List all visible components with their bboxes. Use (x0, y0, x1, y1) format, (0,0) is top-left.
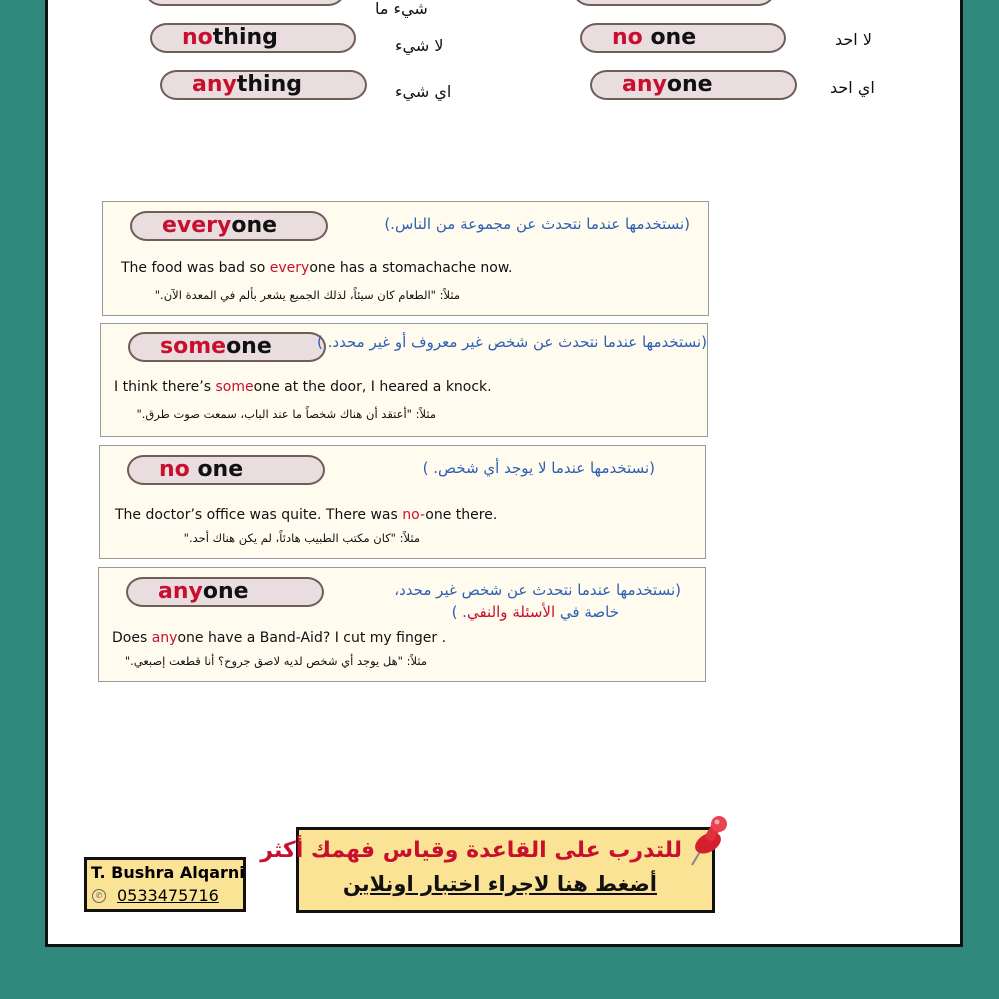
usage-note-line2 (452, 603, 619, 621)
arabic-meaning: اي شيء (395, 82, 452, 101)
arabic-translation: مثلاً: "كان مكتب الطبيب هادئاً، لم يكن هناك أحد." (183, 531, 420, 545)
word-pill (128, 332, 326, 362)
arabic-meaning: لا شيء (395, 36, 444, 55)
pill-prefix: no (182, 25, 213, 50)
usage-note: (نستخدمها عندما نتحدث عن مجموعة من الناس.) (384, 215, 690, 233)
arabic-translation: مثلاً: "الطعام كان سيئاً، لذلك الجميع يشعر بألم في المعدة الآن." (154, 288, 460, 302)
pill-prefix: no (612, 25, 643, 50)
whatsapp-icon: ✆ (92, 889, 106, 903)
pill-suffix: thing (212, 25, 278, 50)
example-sentence (121, 260, 512, 276)
usage-note: (نستخدمها عندما لا يوجد أي شخص. ) (422, 459, 655, 477)
pill-suffix: thing (236, 72, 302, 97)
sentence-text: The doctor’s office was quite. There was (115, 507, 403, 523)
sentence-highlight: no- (402, 507, 426, 523)
word-pill-anything (160, 70, 367, 100)
author-card (84, 857, 246, 912)
word-pill-no-one (580, 23, 786, 53)
online-quiz-link[interactable] (260, 827, 715, 913)
word-pill (126, 577, 324, 607)
phone-number[interactable]: 0533475716 (117, 886, 219, 905)
sentence-highlight: any (151, 630, 178, 646)
cta-link[interactable]: أضغط هنا لاجراء اختبار اونلاين (342, 872, 657, 896)
pill-prefix: every (162, 213, 232, 238)
pill-suffix: one (231, 213, 278, 238)
pill-prefix: no (159, 457, 190, 482)
example-sentence (112, 630, 446, 646)
pill-prefix: any (622, 72, 667, 97)
pill-prefix: some (160, 334, 227, 359)
example-sentence (114, 379, 492, 395)
usage-text: . ) (451, 603, 467, 621)
sentence-text: one has a stomachache now. (309, 260, 513, 276)
pill-cut-left (145, 0, 345, 6)
pill-prefix: any (192, 72, 237, 97)
pill-suffix: one (666, 72, 713, 97)
card-someone (100, 323, 708, 437)
pill-suffix: one (642, 25, 697, 50)
pill-suffix: one (202, 579, 249, 604)
sentence-text: The food was bad so (121, 260, 270, 276)
pill-suffix: one (226, 334, 272, 359)
pushpin-icon (688, 815, 730, 867)
usage-highlight: الأسئلة والنفي (466, 603, 556, 621)
arabic-translation: مثلاً: "هل يوجد أي شخص لديه لاصق جروح؟ أنا قطعت إصبعي." (124, 654, 427, 668)
word-pill-nothing (150, 23, 356, 53)
card-everyone (102, 201, 709, 316)
usage-text: خاصة في (555, 603, 619, 621)
sentence-highlight: some (215, 379, 254, 395)
word-pill-anyone (590, 70, 797, 100)
card-anyone (98, 567, 706, 682)
sentence-highlight: every (269, 260, 310, 276)
word-pill (130, 211, 328, 241)
arabic-meaning: اي احد (830, 78, 875, 97)
pill-cut-right (573, 0, 775, 6)
card-no-one (99, 445, 706, 559)
arabic-meaning: لا احد (835, 30, 872, 49)
pill-prefix: any (158, 579, 203, 604)
sentence-text: I think there’s (114, 379, 216, 395)
sentence-text: one have a Band-Aid? I cut my finger . (177, 630, 447, 646)
example-sentence (115, 507, 497, 523)
arabic-translation: مثلاً: "أعتقد أن هناك شخصاً ما عند الباب، سمعت صوت طرق." (136, 407, 436, 421)
sentence-text: Does (112, 630, 152, 646)
sentence-text: one at the door, I heared a knock. (253, 379, 492, 395)
usage-note: (نستخدمها عندما نتحدث عن شخص غير محدد، (394, 581, 681, 599)
pill-suffix: one (189, 457, 244, 482)
author-name: T. Bushra Alqarni (91, 863, 245, 882)
usage-note: (نستخدمها عندما نتحدث عن شخص غير معروف أو غير محدد. ) (317, 333, 707, 351)
cta-title: للتدرب على القاعدة وقياس فهمك أكثر (260, 838, 682, 863)
word-pill (127, 455, 325, 485)
sentence-text: one there. (425, 507, 498, 523)
arabic-meaning: شيء ما (375, 0, 428, 18)
